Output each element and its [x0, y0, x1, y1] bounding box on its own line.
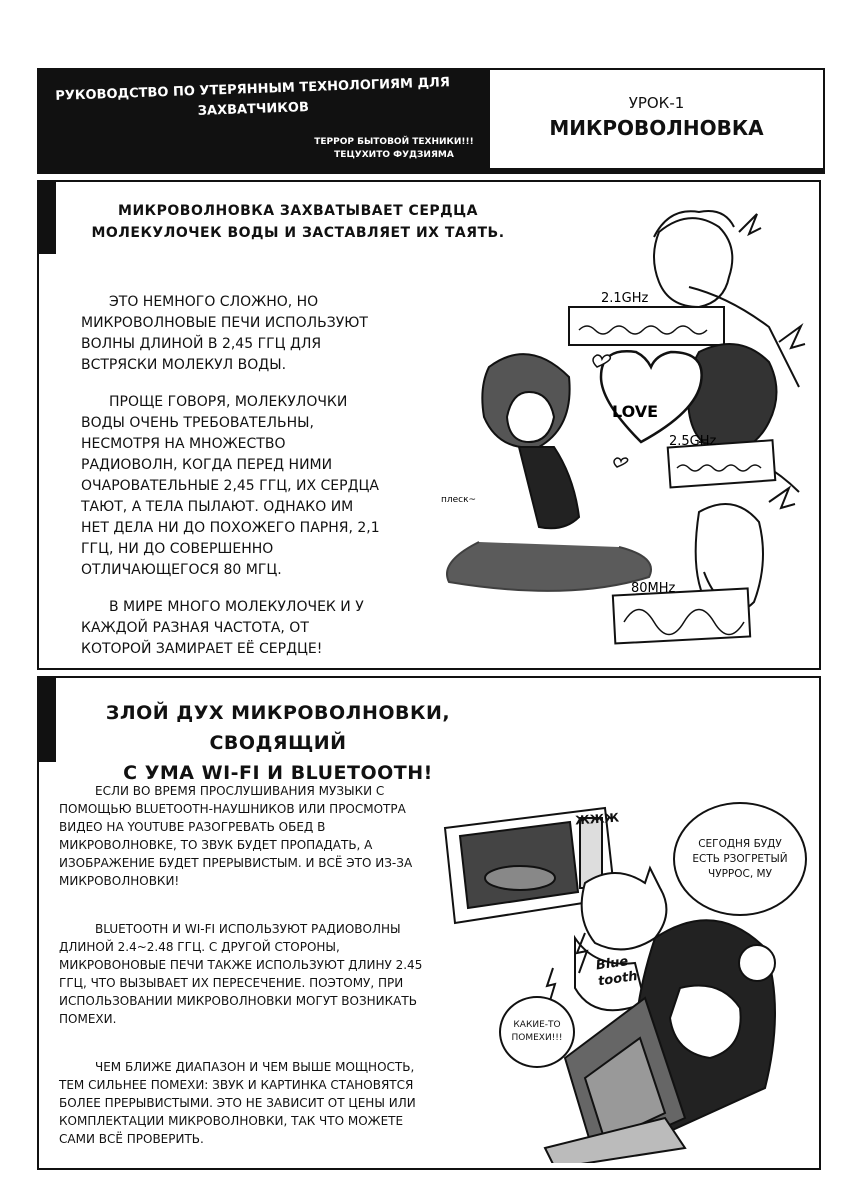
panel2-paragraph-2: BLUETOOTH И WI-FI ИСПОЛЬЗУЮТ РАДИОВОЛНЫ ДЛИНОЙ 2.4~2.48 ГГЦ. С ДРУГОЙ СТОРОНЫ, МИКРОВОНОВЫЕ ПЕЧИ ТАКЖЕ ИСПОЛЬЗУЮТ ДЛИНУ 2.45 ГГЦ, ЧТО ВЫЗЫВАЕТ ИХ ПЕРЕСЕЧЕНИЕ. ПОЭТОМУ, ПРИ ИСПОЛЬЗОВАНИИ МИКРОВОЛНОВКИ МОГУТ ВОЗНИКАТЬ ПОМЕХИ.	[59, 922, 423, 1026]
lesson-number: УРОК-1	[628, 94, 685, 112]
title-header	[37, 68, 825, 174]
sign-80mhz-label: 80MHz	[631, 581, 676, 596]
molecule-illustration	[419, 192, 815, 662]
panel2-heading-line-2: С УМА WI-FI И BLUETOOTH!	[123, 762, 433, 784]
love-label: LOVE	[612, 402, 659, 421]
speech-bubble-noise	[499, 996, 575, 1068]
speech-bubble-lunch-text: СЕГОДНЯ БУДУ ЕСТЬ РЗОГРЕТЫЙ ЧУРРОС, МУ	[692, 837, 788, 880]
sfx-bluetooth: Blue tooth	[595, 954, 639, 990]
love-heart	[601, 351, 702, 442]
panel2-text	[59, 782, 427, 1148]
panel1-paragraph-3: В МИРЕ МНОГО МОЛЕКУЛОЧЕК И У КАЖДОЙ РАЗНАЯ ЧАСТОТА, ОТ КОТОРОЙ ЗАМИРАЕТ ЕЁ СЕРДЦЕ!	[81, 599, 364, 657]
panel1-paragraph-2: ПРОЩЕ ГОВОРЯ, МОЛЕКУЛОЧКИ ВОДЫ ОЧЕНЬ ТРЕБОВАТЕЛЬНЫ, НЕСМОТРЯ НА МНОЖЕСТВО РАДИОВОЛН, КОГДА ПЕРЕД НИМИ ОЧАРОВАТЕЛЬНЫЕ 2,45 ГГЦ, ИХ СЕРДЦА ТАЮТ, А ТЕЛА ПЫЛАЮТ. ОДНАКО ИМ НЕТ ДЕЛА НИ ДО ПОХОЖЕГО ПАРНЯ, 2,1 ГГЦ, НИ ДО СОВЕРШЕННО ОТЛИЧАЮЩЕГОСЯ 80 МГЦ.	[81, 394, 380, 578]
author-name: ТЕЦУХИТО ФУДЗИЯМА	[334, 150, 454, 160]
speech-bubble-noise-text: КАКИЕ-ТО ПОМЕХИ!!!	[511, 1020, 563, 1043]
sign-21ghz-label: 2.1GHz	[601, 291, 649, 306]
sign-21ghz	[569, 307, 724, 345]
panel-wifi-bluetooth	[37, 676, 821, 1170]
sign-80mhz	[613, 588, 750, 643]
heading-accent-bar	[39, 678, 56, 762]
panel2-paragraph-3: ЧЕМ БЛИЖЕ ДИАПАЗОН И ЧЕМ ВЫШЕ МОЩНОСТЬ, ТЕМ СИЛЬНЕЕ ПОМЕХИ: ЗВУК И КАРТИНКА СТАНОВЯТСЯ БОЛЕЕ ПРЕРЫВИСТЫМИ. ЭТО НЕ ЗАВИСИТ ОТ ЦЕНЫ ИЛИ КОМПЛЕКТАЦИИ МИКРОВОЛНОВКИ, ТАК ЧТО МОЖЕТЕ САМИ ВСЁ ПРОВЕРИТЬ.	[59, 1060, 416, 1146]
lesson-title: МИКРОВОЛНОВКА	[549, 116, 764, 140]
heart-icon	[614, 458, 628, 467]
sign-245ghz-label: 2.5GHz	[669, 434, 717, 449]
subtitle	[309, 136, 479, 162]
panel1-heading: МИКРОВОЛНОВКА ЗАХВАТЫВАЕТ СЕРДЦА МОЛЕКУЛОЧЕК ВОДЫ И ЗАСТАВЛЯЕТ ИХ ТАЯТЬ.	[91, 203, 505, 241]
sfx-buzz: ЖЖЖ	[574, 810, 620, 828]
sfx-splash: плеск~	[441, 495, 477, 505]
panel2-heading-line-1: ЗЛОЙ ДУХ МИКРОВОЛНОВКИ, СВОДЯЩИЙ	[105, 702, 451, 754]
panel2-paragraph-1: ЕСЛИ ВО ВРЕМЯ ПРОСЛУШИВАНИЯ МУЗЫКИ С ПОМОЩЬЮ BLUETOOTH-НАУШНИКОВ ИЛИ ПРОСМОТРА ВИДЕО НА YOUTUBE РАЗОГРЕВАТЬ ОБЕД В МИКРОВОЛНОВКЕ, ТО ЗВУК БУДЕТ ПРОПАДАТЬ, А ИЗОБРАЖЕНИЕ БУДЕТ ПРЕРЫВИСТЫМ. И ВСЁ ЭТО ИЗ-ЗА МИКРОВОЛНОВКИ!	[59, 784, 413, 888]
subtitle-tagline: ТЕРРОР БЫТОВОЙ ТЕХНИКИ!!!	[314, 137, 474, 147]
lesson-box	[488, 70, 823, 168]
panel2-heading	[63, 698, 493, 788]
panel1-paragraph-1: ЭТО НЕМНОГО СЛОЖНО, НО МИКРОВОЛНОВЫЕ ПЕЧИ ИСПОЛЬЗУЮТ ВОЛНЫ ДЛИНОЙ В 2,45 ГГЦ ДЛЯ ВСТРЯСКИ МОЛЕКУЛ ВОДЫ.	[81, 294, 368, 373]
panel-microwave-molecules	[37, 180, 821, 670]
heading-accent-bar	[39, 182, 56, 254]
series-title: РУКОВОДСТВО ПО УТЕРЯННЫМ ТЕХНОЛОГИЯМ ДЛЯ ЗАХВАТЧИКОВ	[55, 75, 451, 119]
panel1-text	[81, 292, 381, 660]
speech-bubble-lunch	[673, 802, 807, 916]
